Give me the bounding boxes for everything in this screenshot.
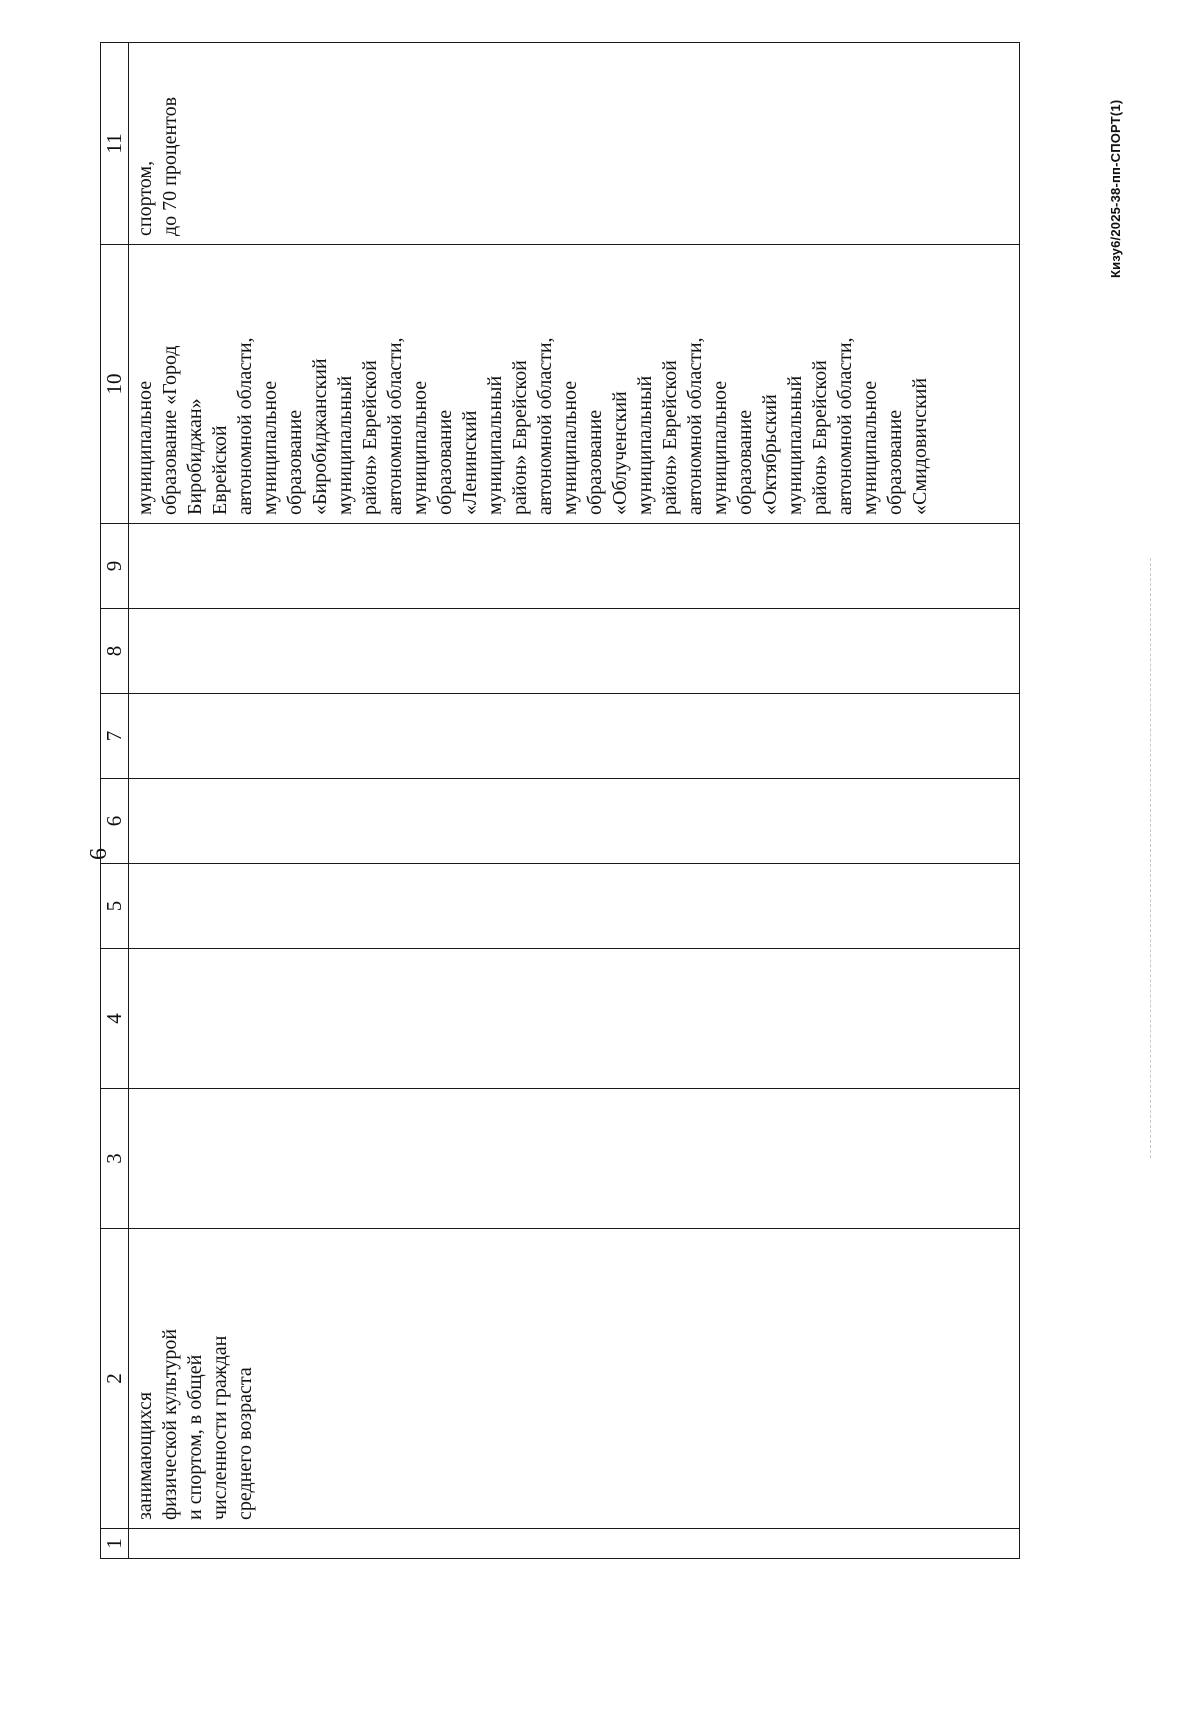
cell-line: муниципальный <box>634 375 656 515</box>
cell-line: муниципальное <box>859 380 881 515</box>
cell-col6 <box>129 779 1020 864</box>
cell-line: муниципальный <box>784 375 806 515</box>
column-number: 11 <box>101 43 129 245</box>
column-number: 10 <box>101 245 129 524</box>
cell-line: автономной области, <box>534 337 556 515</box>
cell-line: муниципальное <box>134 380 156 515</box>
cell-line: район» Еврейской <box>509 360 531 515</box>
cell-col9 <box>129 524 1020 609</box>
cell-line: муниципальное <box>709 380 731 515</box>
cell-line: автономной области, <box>834 337 856 515</box>
cell-line: район» Еврейской <box>359 360 381 515</box>
column-number-row <box>101 43 129 1559</box>
cell-line: «Октябрьский <box>759 394 781 515</box>
cell-line: среднего возраста <box>234 1367 256 1520</box>
document-code: Кизу6/2025-38-пп-СПОРТ(1) <box>1108 99 1123 278</box>
cell-line: муниципальное <box>559 380 581 515</box>
cell-line: образование <box>884 409 906 515</box>
column-number: 8 <box>101 609 129 694</box>
cell-col7 <box>129 694 1020 779</box>
column-number: 5 <box>101 864 129 949</box>
scan-divider <box>1150 558 1151 1158</box>
cell-line: спортом, <box>134 160 156 236</box>
cell-line: муниципальный <box>484 375 506 515</box>
cell-line: Еврейской <box>209 425 231 515</box>
cell-line: образование <box>734 409 756 515</box>
cell-line: «Смидовичский <box>909 377 931 515</box>
column-number: 3 <box>101 1089 129 1229</box>
cell-line: численности граждан <box>209 1335 231 1520</box>
cell-line: физической культурой <box>159 1328 181 1520</box>
cell-col5 <box>129 864 1020 949</box>
cell-line: автономной области, <box>384 337 406 515</box>
column-number: 4 <box>101 949 129 1089</box>
column-number: 7 <box>101 694 129 779</box>
cell-line: образование «Город <box>159 345 181 515</box>
cell-line: район» Еврейской <box>809 360 831 515</box>
cell-line: образование <box>434 409 456 515</box>
table-row <box>129 43 1020 1559</box>
cell-line: занимающихся <box>134 1391 156 1520</box>
cell-line: Биробиджан» <box>184 398 206 515</box>
cell-line: «Облученский <box>609 391 631 515</box>
cell-line: муниципальное <box>259 380 281 515</box>
cell-line: автономной области, <box>234 337 256 515</box>
cell-line: образование <box>584 409 606 515</box>
cell-line: «Ленинский <box>459 410 481 515</box>
cell-col4 <box>129 949 1020 1089</box>
cell-line: до 70 процентов <box>159 96 181 236</box>
cell-col2 <box>129 1229 1020 1529</box>
cell-line: муниципальный <box>334 375 356 515</box>
cell-line: автономной области, <box>684 337 706 515</box>
cell-line: образование <box>284 409 306 515</box>
cell-col8 <box>129 609 1020 694</box>
column-number: 1 <box>101 1529 129 1559</box>
cell-col11 <box>129 43 1020 245</box>
data-table <box>100 42 1020 1559</box>
cell-col10 <box>129 245 1020 524</box>
cell-line: муниципальное <box>409 380 431 515</box>
cell-line: «Биробиджанский <box>309 358 331 515</box>
column-number: 6 <box>101 779 129 864</box>
cell-line: район» Еврейской <box>659 360 681 515</box>
cell-line: и спортом, в общей <box>184 1354 206 1520</box>
page-number: 6 <box>86 848 112 860</box>
column-number: 9 <box>101 524 129 609</box>
cell-col1 <box>129 1529 1020 1559</box>
cell-col3 <box>129 1089 1020 1229</box>
column-number: 2 <box>101 1229 129 1529</box>
